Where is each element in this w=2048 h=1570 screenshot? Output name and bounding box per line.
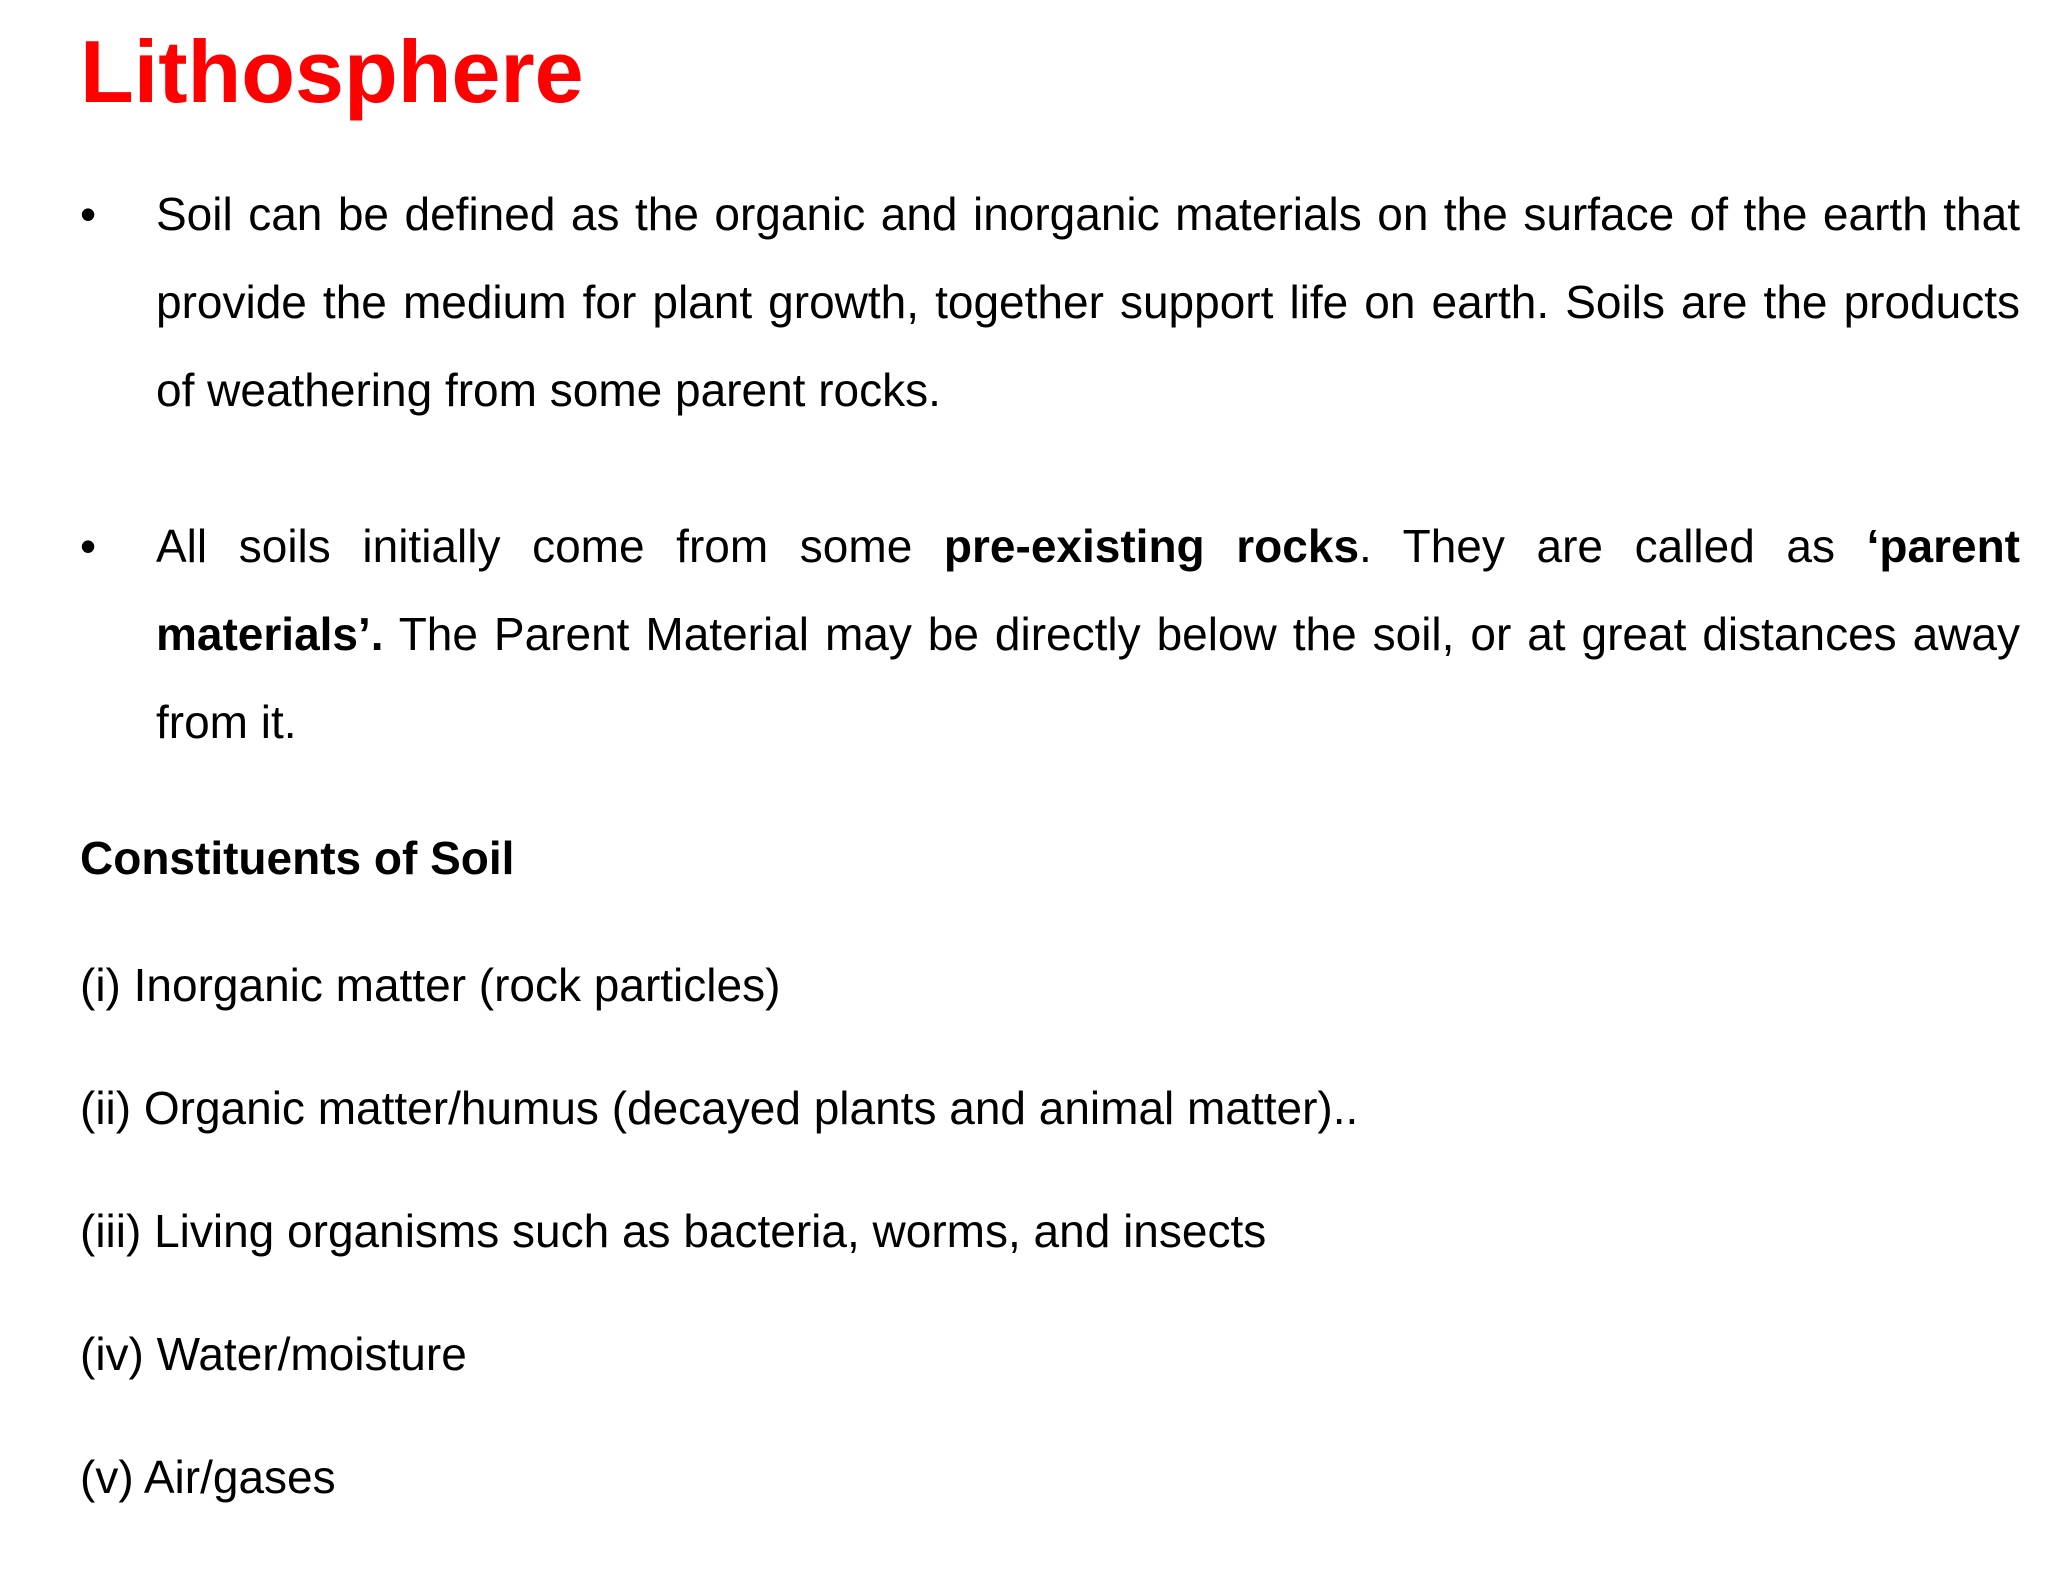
list-item: (v) Air/gases [80,1451,336,1503]
bullet-list [80,170,2020,834]
list-item: (i) Inorganic matter (rock particles) [80,959,781,1011]
section-heading: Constituents of Soil [80,832,515,884]
bullet-text-segment: The Parent Material may be directly below the soil, or at great distances away from it. [156,608,2020,748]
list-item: (iv) Water/moisture [80,1328,467,1380]
bullet-text-segment: All soils initially come from some [156,520,944,572]
list-item: (iii) Living organisms such as bacteria, worms, and insects [80,1205,1267,1257]
bullet-text-segment: . They are called as [1359,520,1867,572]
bullet-item-soil-definition [80,170,2020,434]
bold-term-parent-materials: ‘parent materials’. [156,520,2021,660]
slide-title: Lithosphere [80,22,584,121]
bullet-item-parent-materials [80,502,2020,766]
bullet-icon: • [80,188,97,240]
bullet-icon: • [80,520,97,572]
bold-term-pre-existing-rocks: pre-existing rocks [943,520,1360,572]
bullet-text [156,502,2020,766]
bullet-text: Soil can be defined as the organic and inorganic materials on the surface of the earth that provide the medium for plant growth, together support life on earth. Soils are the products of weathering from some parent rocks. [156,188,2020,416]
list-item: (ii) Organic matter/humus (decayed plants and animal matter).. [80,1082,1359,1134]
constituents-list [80,955,1358,1570]
